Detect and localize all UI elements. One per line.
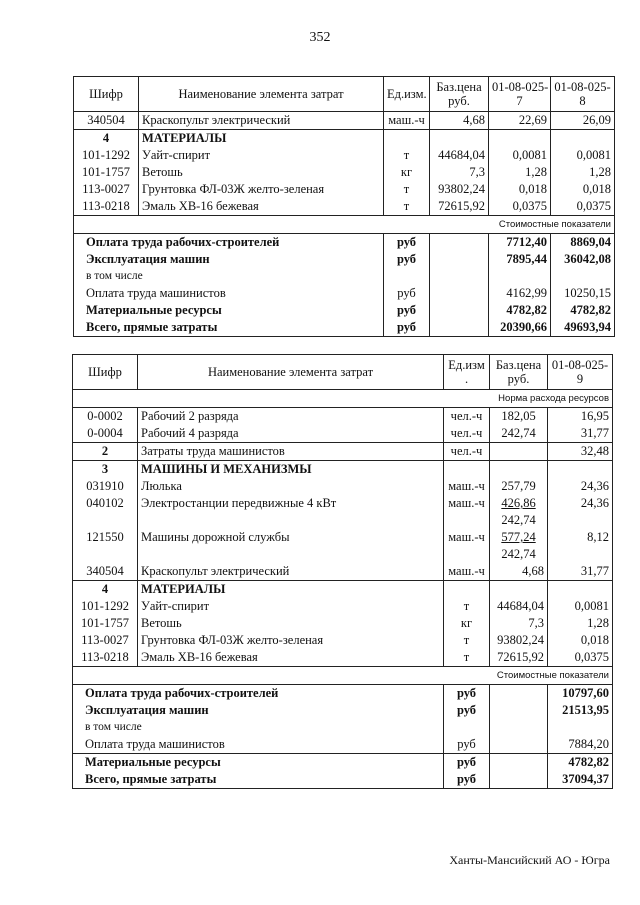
cost-row: Эксплуатация машин руб 7895,44 36042,08 (74, 251, 615, 268)
cost-row-total: Всего, прямые затраты руб 37094,37 (73, 771, 613, 789)
cost-row: Оплата труда машинистов руб 7884,20 (73, 736, 613, 754)
cost-table-2 (72, 354, 613, 789)
cost-row: Материальные ресурсы руб 4782,82 (73, 754, 613, 772)
table-row: 113-0218 Эмаль ХВ-16 бежевая т 72615,92 0,0375 (73, 649, 613, 667)
header-name: Наименование элемента затрат (138, 355, 444, 390)
header-price: Баз.цена руб. (490, 355, 548, 390)
header-code: Шифр (74, 77, 139, 112)
cost-row: в том числе (74, 268, 615, 285)
header-col-9: 01-08-025- 9 (548, 355, 613, 390)
table-row: 101-1757 Ветошь кг 7,3 1,28 (73, 615, 613, 632)
cost-row: Оплата труда машинистов руб 4162,99 10250,15 (74, 285, 615, 302)
table-row: 113-0027 Грунтовка ФЛ-03Ж желто-зеленая т 93802,24 0,018 (73, 632, 613, 649)
table-row: 113-0218 Эмаль ХВ-16 бежевая т 72615,92 0,0375 0,0375 (74, 198, 615, 216)
table-row: 101-1292 Уайт-спирит т 44684,04 0,0081 0,0081 (74, 147, 615, 164)
cost-row: Эксплуатация машин руб 21513,95 (73, 702, 613, 719)
section-label-row: Стоимостные показатели (73, 667, 613, 685)
table-header (74, 77, 615, 112)
table-subrow: 242,74 (73, 546, 613, 563)
table-row: 340504 Краскопульт электрический маш.-ч 4,68 22,69 26,09 (74, 112, 615, 130)
header-unit: Ед.изм . (444, 355, 490, 390)
cost-row-total: Всего, прямые затраты руб 20390,66 49693,94 (74, 319, 615, 337)
cost-row: в том числе (73, 719, 613, 736)
table-row: 101-1292 Уайт-спирит т 44684,04 0,0081 (73, 598, 613, 615)
header-unit: Ед.изм. (384, 77, 430, 112)
table-row: 121550 Машины дорожной службы маш.-ч 577,24 8,12 (73, 529, 613, 546)
section-label-row: Стоимостные показатели (74, 216, 615, 234)
header-col-8: 01-08-025- 8 (551, 77, 615, 112)
norm-label-row: Норма расхода ресурсов (73, 390, 613, 408)
footer-region: Ханты-Мансийский АО - Югра (449, 853, 610, 867)
page-number: 352 (309, 30, 331, 45)
table-row: 101-1757 Ветошь кг 7,3 1,28 1,28 (74, 164, 615, 181)
cost-row: Оплата труда рабочих-строителей руб 7712,40 8869,04 (74, 234, 615, 252)
section-row-machines: 3 МАШИНЫ И МЕХАНИЗМЫ (73, 461, 613, 479)
table-row: 0-0002 Рабочий 2 разряда чел.-ч 182,05 16,95 (73, 408, 613, 426)
table-row: 340504 Краскопульт электрический маш.-ч 4,68 31,77 (73, 563, 613, 581)
header-price: Баз.цена руб. (430, 77, 489, 112)
cost-row: Материальные ресурсы руб 4782,82 4782,82 (74, 302, 615, 319)
header-col-7: 01-08-025- 7 (489, 77, 551, 112)
table-subrow: 242,74 (73, 512, 613, 529)
table-header (73, 355, 613, 390)
table-row: 0-0004 Рабочий 4 разряда чел.-ч 242,74 31,77 (73, 425, 613, 443)
header-name: Наименование элемента затрат (139, 77, 384, 112)
cost-table-1 (73, 76, 615, 337)
header-code: Шифр (73, 355, 138, 390)
table-row: 040102 Электростанции передвижные 4 кВт маш.-ч 426,86 24,36 (73, 495, 613, 512)
cost-row: Оплата труда рабочих-строителей руб 10797,60 (73, 685, 613, 703)
section-row-materials: 4 МАТЕРИАЛЫ (73, 581, 613, 599)
table-row: 031910 Люлька маш.-ч 257,79 24,36 (73, 478, 613, 495)
table-row: 113-0027 Грунтовка ФЛ-03Ж желто-зеленая т 93802,24 0,018 0,018 (74, 181, 615, 198)
section-row-materials: 4 МАТЕРИАЛЫ (74, 130, 615, 148)
section-row-operator-labor: 2 Затраты труда машинистов чел.-ч 32,48 (73, 443, 613, 461)
